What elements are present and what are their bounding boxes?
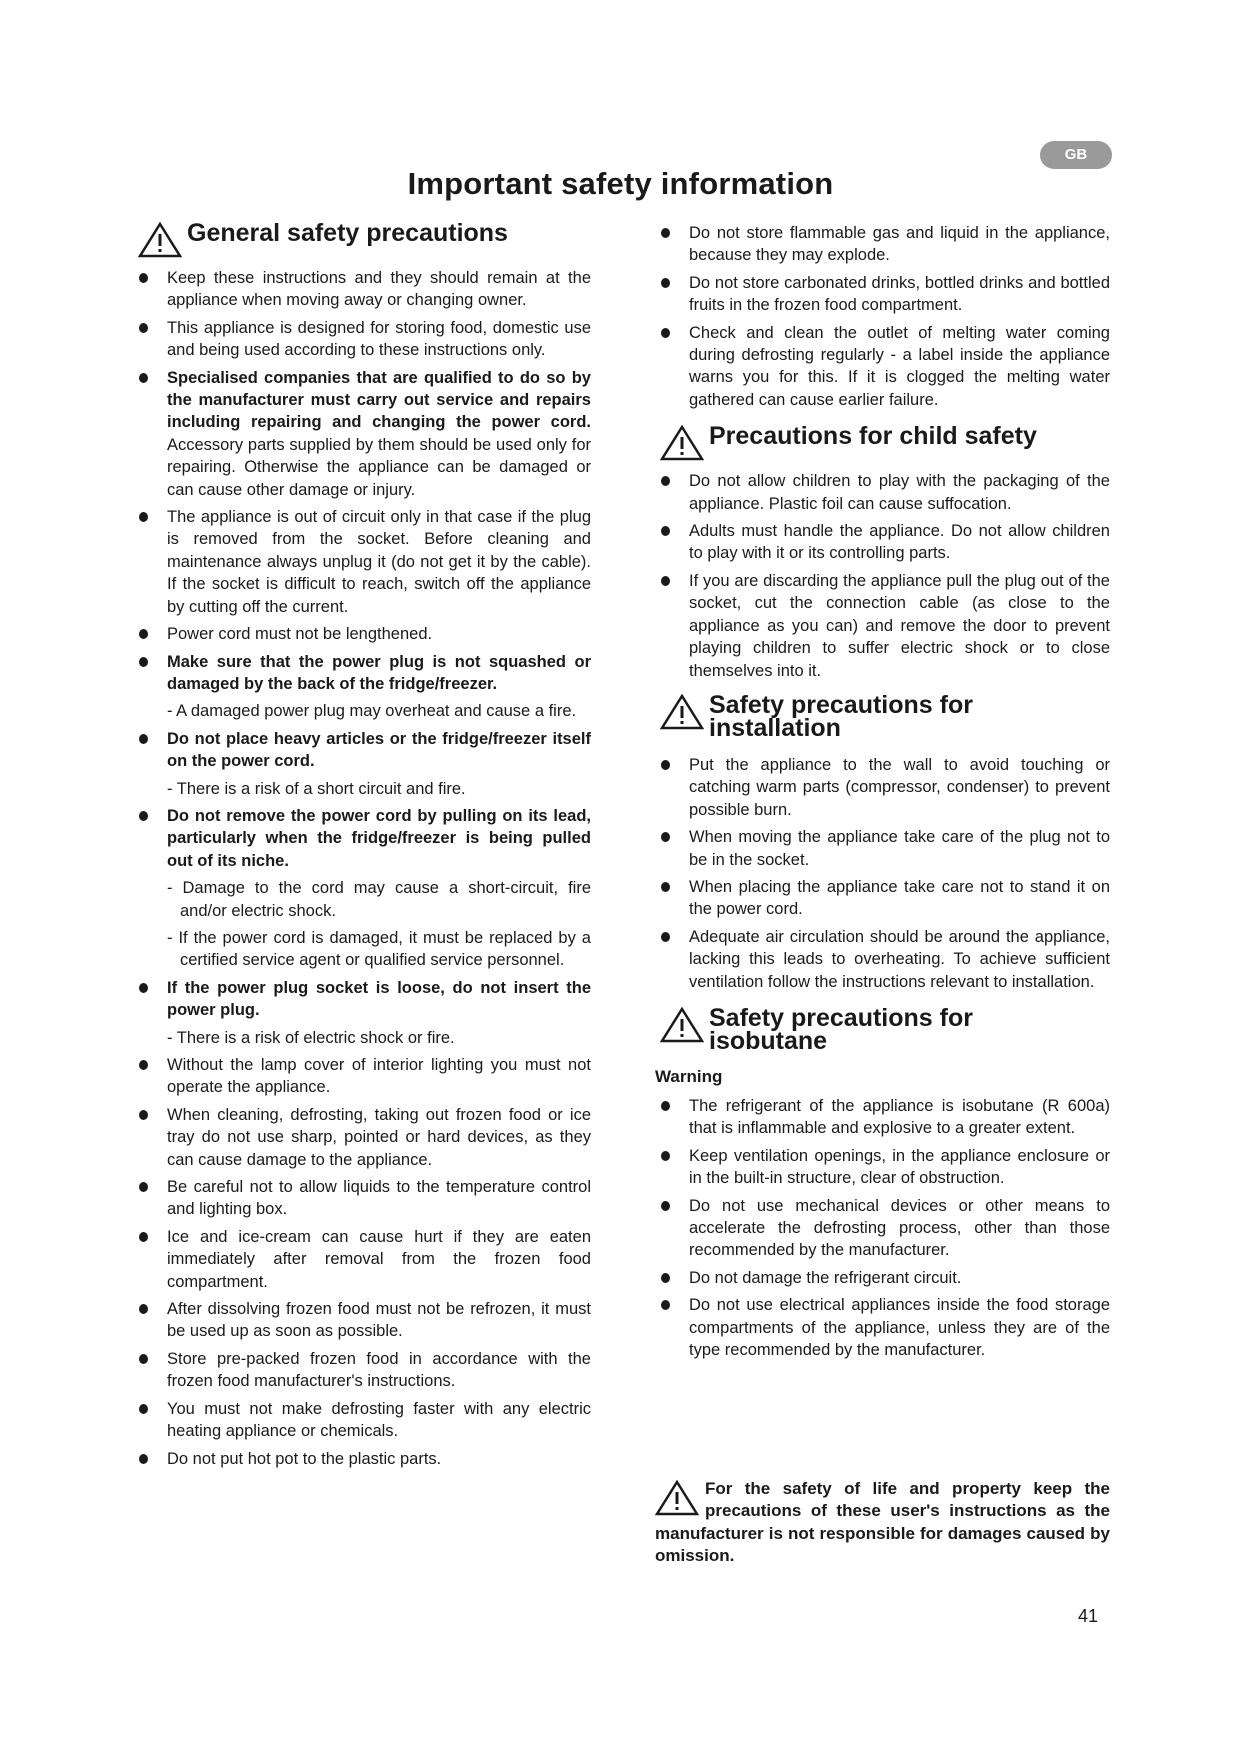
bullet-icon: [139, 657, 148, 667]
list-item: Do not allow children to play with the packaging of the appliance. Plastic foil can cause suffocation.: [655, 470, 1110, 515]
footer-note: [655, 1478, 1110, 1568]
list-item: After dissolving frozen food must not be refrozen, it must be used up as soon as possible.: [133, 1298, 591, 1343]
bullet-icon: [139, 512, 148, 522]
bullet-icon: [661, 1300, 670, 1310]
bullet-icon: [139, 1304, 148, 1314]
list-item: Adequate air circulation should be around the appliance, lacking this leads to overheating. To achieve sufficient ventilation follow the instructions relevant to installation.: [655, 926, 1110, 993]
child-safety-title: Precautions for child safety: [709, 422, 1037, 451]
list-item: When moving the appliance take care of the plug not to be in the socket.: [655, 826, 1110, 871]
warning-label: Warning: [655, 1066, 723, 1086]
installation-safety-list: [655, 754, 1110, 993]
bullet-icon: [139, 983, 148, 993]
left-column: [133, 219, 591, 1475]
general-safety-heading: [133, 219, 591, 247]
list-item: Without the lamp cover of interior lighting you must not operate the appliance.: [133, 1054, 591, 1099]
isobutane-safety-heading: [655, 1003, 1110, 1055]
bullet-icon: [661, 1201, 670, 1211]
installation-safety-heading: [655, 690, 1110, 742]
list-item: Make sure that the power plug is not squashed or damaged by the back of the fridge/freezer.: [133, 651, 591, 696]
storage-safety-list: [655, 222, 1110, 411]
sub-note: - If the power cord is damaged, it must be replaced by a certified service agent or qualified service personnel.: [167, 928, 591, 970]
bullet-icon: [661, 832, 670, 842]
general-safety-list: [133, 977, 591, 1022]
list-item: The appliance is out of circuit only in that case if the plug is removed from the socket. Before cleaning and maintenance always unplug it (do not get it by the cable). If the socket is difficult to reach, switch off the appliance by cutting off the current.: [133, 506, 591, 618]
general-safety-title: General safety precautions: [187, 219, 508, 247]
list-item: When placing the appliance take care not to stand it on the power cord.: [655, 876, 1110, 921]
language-badge: GB: [1040, 141, 1112, 169]
warning-triangle-icon: [138, 222, 182, 258]
list-item: You must not make defrosting faster with any electric heating appliance or chemicals.: [133, 1398, 591, 1443]
general-safety-list: [133, 267, 591, 695]
sub-note: - Damage to the cord may cause a short-circuit, fire and/or electric shock.: [167, 879, 591, 920]
bullet-icon: [139, 1404, 148, 1414]
installation-title-line2: installation: [709, 713, 841, 742]
bullet-icon: [661, 328, 670, 338]
bullet-icon: [139, 323, 148, 333]
warning-triangle-icon: [660, 694, 704, 730]
bullet-icon: [661, 278, 670, 288]
bullet-icon: [139, 1182, 148, 1192]
list-item: Be careful not to allow liquids to the temperature control and lighting box.: [133, 1176, 591, 1221]
bullet-icon: [661, 932, 670, 942]
general-safety-list: [133, 728, 591, 773]
list-item: If the power plug socket is loose, do not insert the power plug.: [133, 977, 591, 1022]
list-item: Ice and ice-cream can cause hurt if they are eaten immediately after removal from the frozen food compartment.: [133, 1226, 591, 1293]
bullet-icon: [139, 1110, 148, 1120]
list-item: This appliance is designed for storing food, domestic use and being used according to these instructions only.: [133, 317, 591, 362]
bullet-icon: [139, 734, 148, 744]
page-number: 41: [1078, 1606, 1099, 1626]
right-column: [655, 222, 1110, 1366]
list-item: Store pre-packed frozen food in accordance with the frozen food manufacturer's instructions.: [133, 1348, 591, 1393]
bullet-icon: [661, 1273, 670, 1283]
bullet-icon: [661, 882, 670, 892]
warning-triangle-icon: [660, 1007, 704, 1043]
isobutane-title-line1: Safety precautions for: [709, 1003, 973, 1032]
bullet-icon: [139, 1354, 148, 1364]
list-item: Do not store carbonated drinks, bottled drinks and bottled fruits in the frozen food compartment.: [655, 272, 1110, 317]
list-item: Do not use mechanical devices or other means to accelerate the defrosting process, other than those recommended by the manufacturer.: [655, 1195, 1110, 1262]
list-item: Adults must handle the appliance. Do not allow children to play with it or its controlling parts.: [655, 520, 1110, 565]
bullet-icon: [661, 1101, 670, 1111]
bullet-icon: [139, 1454, 148, 1464]
warning-triangle-icon: [660, 425, 704, 461]
bullet-icon: [139, 273, 148, 283]
general-safety-list: [133, 805, 591, 872]
footer-note-text: For the safety of life and property keep the precautions of these user's instructions as the manufacturer is not responsible for damages caused by omission.: [655, 1479, 1110, 1566]
list-item: Keep ventilation openings, in the appliance enclosure or in the built-in structure, clear of obstruction.: [655, 1145, 1110, 1190]
list-item: Do not put hot pot to the plastic parts.: [133, 1448, 591, 1470]
list-item: When cleaning, defrosting, taking out frozen food or ice tray do not use sharp, pointed or hard devices, as they can cause damage to the appliance.: [133, 1104, 591, 1171]
bullet-icon: [139, 811, 148, 821]
sub-note: - There is a risk of a short circuit and fire.: [167, 779, 466, 798]
isobutane-title-line2: isobutane: [709, 1026, 828, 1055]
list-item: Put the appliance to the wall to avoid touching or catching warm parts (compressor, condenser) to prevent possible burn.: [655, 754, 1110, 821]
bullet-icon: [139, 1232, 148, 1242]
list-item: Do not store flammable gas and liquid in the appliance, because they may explode.: [655, 222, 1110, 267]
list-item: Do not remove the power cord by pulling on its lead, particularly when the fridge/freezer is being pulled out of its niche.: [133, 805, 591, 872]
page-title: Important safety information: [407, 166, 834, 201]
list-item: Power cord must not be lengthened.: [133, 623, 591, 645]
warning-triangle-icon: [655, 1480, 699, 1516]
sub-note: - A damaged power plug may overheat and cause a fire.: [167, 702, 577, 721]
isobutane-safety-list: [655, 1095, 1110, 1361]
bullet-icon: [139, 1060, 148, 1070]
bullet-icon: [661, 476, 670, 486]
bullet-icon: [661, 526, 670, 536]
bullet-icon: [661, 1151, 670, 1161]
bullet-icon: [661, 576, 670, 586]
installation-title-line1: Safety precautions for: [709, 690, 973, 719]
bullet-icon: [661, 760, 670, 770]
list-item: Check and clean the outlet of melting water coming during defrosting regularly - a label inside the appliance warns you for this. If it is clogged the melting water gathered can cause earlier failure.: [655, 322, 1110, 412]
list-item: The refrigerant of the appliance is isobutane (R 600a) that is inflammable and explosive to a greater extent.: [655, 1095, 1110, 1140]
bullet-icon: [661, 228, 670, 238]
list-item: Specialised companies that are qualified to do so by the manufacturer must carry out service and repairs including repairing and changing the power cord. Accessory parts supplied by them should be used only for repairing. Otherwise the appliance can be damaged or can cause other damage or injury.: [133, 367, 591, 501]
child-safety-heading: [655, 422, 1110, 451]
list-item: Do not place heavy articles or the fridge/freezer itself on the power cord.: [133, 728, 591, 773]
list-item: Do not damage the refrigerant circuit.: [655, 1267, 1110, 1289]
general-safety-list: [133, 1054, 591, 1470]
bullet-icon: [139, 629, 148, 639]
list-item: Do not use electrical appliances inside the food storage compartments of the appliance, unless they are of the type recommended by the manufacturer.: [655, 1294, 1110, 1361]
bullet-icon: [139, 373, 148, 383]
list-item: Keep these instructions and they should remain at the appliance when moving away or changing owner.: [133, 267, 591, 312]
list-item: If you are discarding the appliance pull the plug out of the socket, cut the connection cable (as close to the appliance as you can) and remove the door to prevent playing children to suffer electric shock or to close themselves into it.: [655, 570, 1110, 682]
child-safety-list: [655, 470, 1110, 682]
sub-note: - There is a risk of electric shock or fire.: [167, 1028, 455, 1047]
